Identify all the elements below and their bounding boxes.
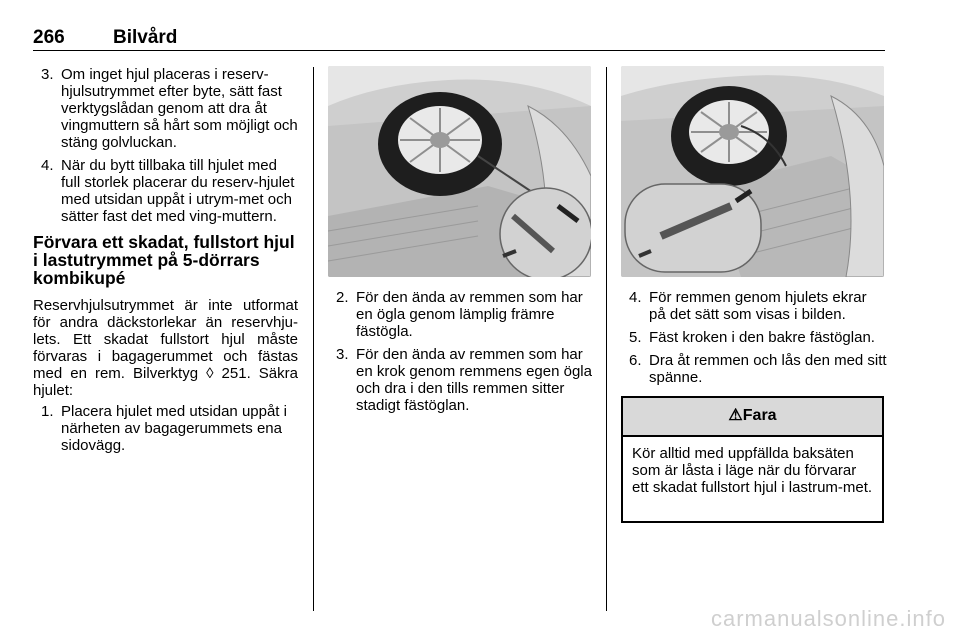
- list-item: [33, 66, 298, 151]
- step-text: När du bytt tillbaka till hjulet med full storlek placerar du reserv-hjulet med utsidan uppåt i utrym-met och sätter fast det med ving-muttern.: [61, 157, 295, 225]
- watermark: carmanualsonline.info: [710, 606, 946, 631]
- column-divider-2: [606, 67, 607, 611]
- list-item: [33, 403, 298, 454]
- step-number: 3.: [336, 346, 349, 363]
- step-number: 4.: [629, 289, 642, 306]
- column-3: [621, 289, 887, 392]
- step-number: 4.: [41, 157, 54, 174]
- warning-body: Kör alltid med uppfällda baksäten som är låsta i läge när du förvarar ett skadat fullstort hjul i lastrum-met.: [632, 445, 873, 496]
- warning-icon: ⚠: [728, 407, 743, 424]
- figure-strap-through-spokes: [621, 66, 884, 277]
- body-paragraph: Reservhjulsutrymmet är inte utformat för andra däckstorlekar än reservhju-lets. Ett skadat fullstort hjul måste förvaras i bagagerummet och fästas med en rem. Bilverktyg ◊ 251. Säkra hjulet:: [33, 297, 298, 399]
- subheading: Förvara ett skadat, fullstort hjul i lastutrymmet på 5-dörrars kombikupé: [33, 232, 295, 288]
- steps-list-d: [621, 289, 887, 386]
- step-text: För den ända av remmen som har en ögla genom lämplig främre fästögla.: [356, 289, 583, 340]
- step-number: 2.: [336, 289, 349, 306]
- list-item: [33, 157, 298, 225]
- step-number: 3.: [41, 66, 54, 83]
- section-title: Bilvård: [113, 27, 178, 48]
- page-number: 266: [33, 27, 65, 48]
- step-text: För remmen genom hjulets ekrar på det sätt som visas i bilden.: [649, 289, 867, 323]
- warning-box: [621, 396, 884, 523]
- step-number: 6.: [629, 352, 642, 369]
- step-text: Fäst kroken i den bakre fästöglan.: [649, 329, 875, 346]
- page-header: [33, 27, 885, 51]
- header-rule: [33, 50, 885, 51]
- step-number: 1.: [41, 403, 54, 420]
- column-divider-1: [313, 67, 314, 611]
- step-text: Placera hjulet med utsidan uppåt i närheten av bagagerummets ena sidovägg.: [61, 403, 287, 454]
- column-2: [328, 289, 594, 420]
- wheel-illustration-1: [328, 66, 591, 277]
- list-item: [328, 346, 594, 414]
- list-item: [621, 329, 887, 346]
- steps-list-a: [33, 66, 298, 225]
- steps-list-b: [33, 403, 298, 454]
- wheel-illustration-2: [621, 66, 884, 277]
- steps-list-c: [328, 289, 594, 414]
- step-number: 5.: [629, 329, 642, 346]
- list-item: [621, 289, 887, 323]
- column-1: [33, 66, 298, 460]
- warning-title: Fara: [742, 407, 777, 424]
- list-item: [621, 352, 887, 386]
- warning-header: [623, 398, 882, 437]
- step-text: Dra åt remmen och lås den med sitt spänne.: [649, 352, 887, 386]
- list-item: [328, 289, 594, 340]
- figure-strap-front-eyelet: [328, 66, 591, 277]
- step-text: För den ända av remmen som har en krok genom remmens egen ögla och dra i den tills remmen sitter stadigt fästöglan.: [356, 346, 592, 414]
- step-text: Om inget hjul placeras i reserv-hjulsutrymmet efter byte, sätt fast verktygslådan genom att dra åt vingmuttern så hårt som möjligt och stäng golvluckan.: [61, 66, 298, 151]
